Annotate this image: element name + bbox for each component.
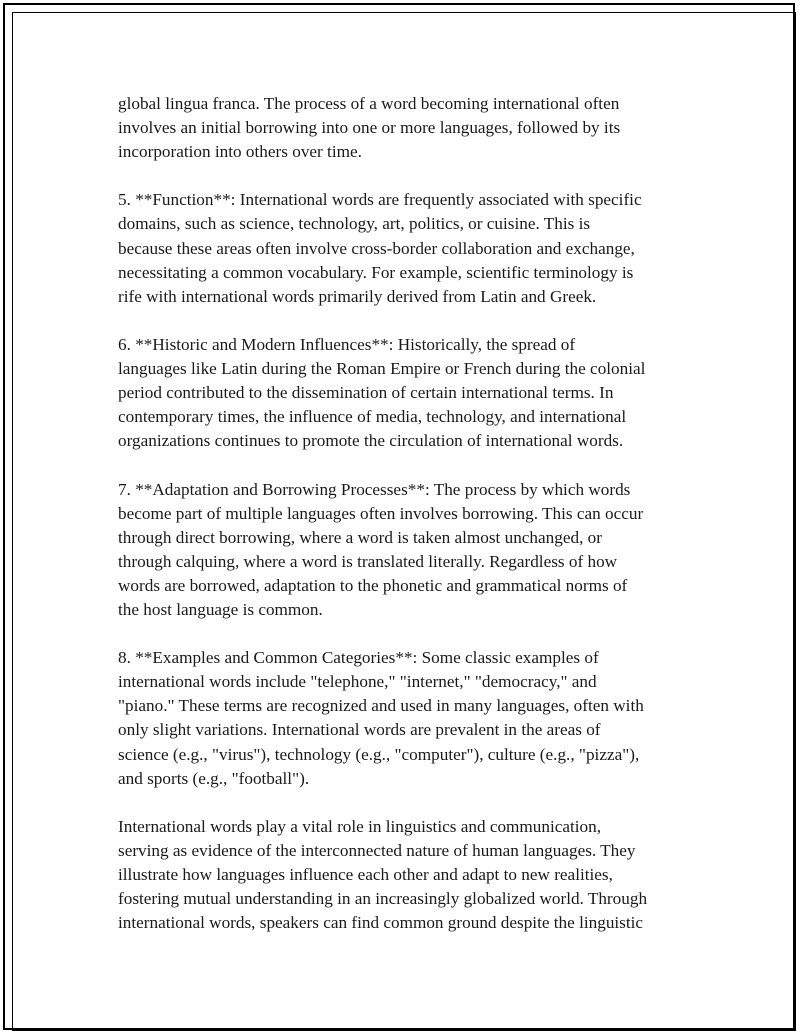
paragraph-conclusion: International words play a vital role in linguistics and communication, serving as evidence of the interconnected nature of human languages. They illustrate how languages influence each other and adapt to new realities, fostering mutual understanding in an increasingly globalized world. Through international words, speakers can find common ground despite the linguistic (118, 816, 648, 933)
paragraph-adaptation-borrowing: 7. **Adaptation and Borrowing Processes**: The process by which words become part of multiple languages often involves borrowing. This can occur through direct borrowing, where a word is taken almost unchanged, or through calquing, where a word is translated literally. Regardless of how words are borrowed, adaptation to the phonetic and grammatical norms of the host language is common. (118, 479, 644, 619)
paragraph-examples-categories: 8. **Examples and Common Categories**: Some classic examples of international words include "telephone," "internet," "democracy," and "piano." These terms are recognized and used in many languages, often with only slight variations. International words are prevalent in the areas of science (e.g., "virus"), technology (e.g., "computer"), culture (e.g., "pizza"), and sports (e.g., "football"). (118, 648, 644, 788)
paragraph-continuation: global lingua franca. The process of a word becoming international often involves an initial borrowing into one or more languages, followed by its incorporation into others over time. (118, 94, 621, 162)
document-body (118, 92, 688, 959)
paragraph-function: 5. **Function**: International words are frequently associated with specific domains, such as science, technology, art, politics, or cuisine. This is because these areas often involve cross-border collaboration and exchange, necessitating a common vocabulary. For example, scientific terminology is rife with international words primarily derived from Latin and Greek. (118, 190, 642, 306)
paragraph-historic-modern-influences: 6. **Historic and Modern Influences**: Historically, the spread of languages like Latin during the Roman Empire or French during the colonial period contributed to the dissemination of certain international terms. In contemporary times, the influence of media, technology, and international organizations continues to promote the circulation of international words. (118, 334, 646, 451)
